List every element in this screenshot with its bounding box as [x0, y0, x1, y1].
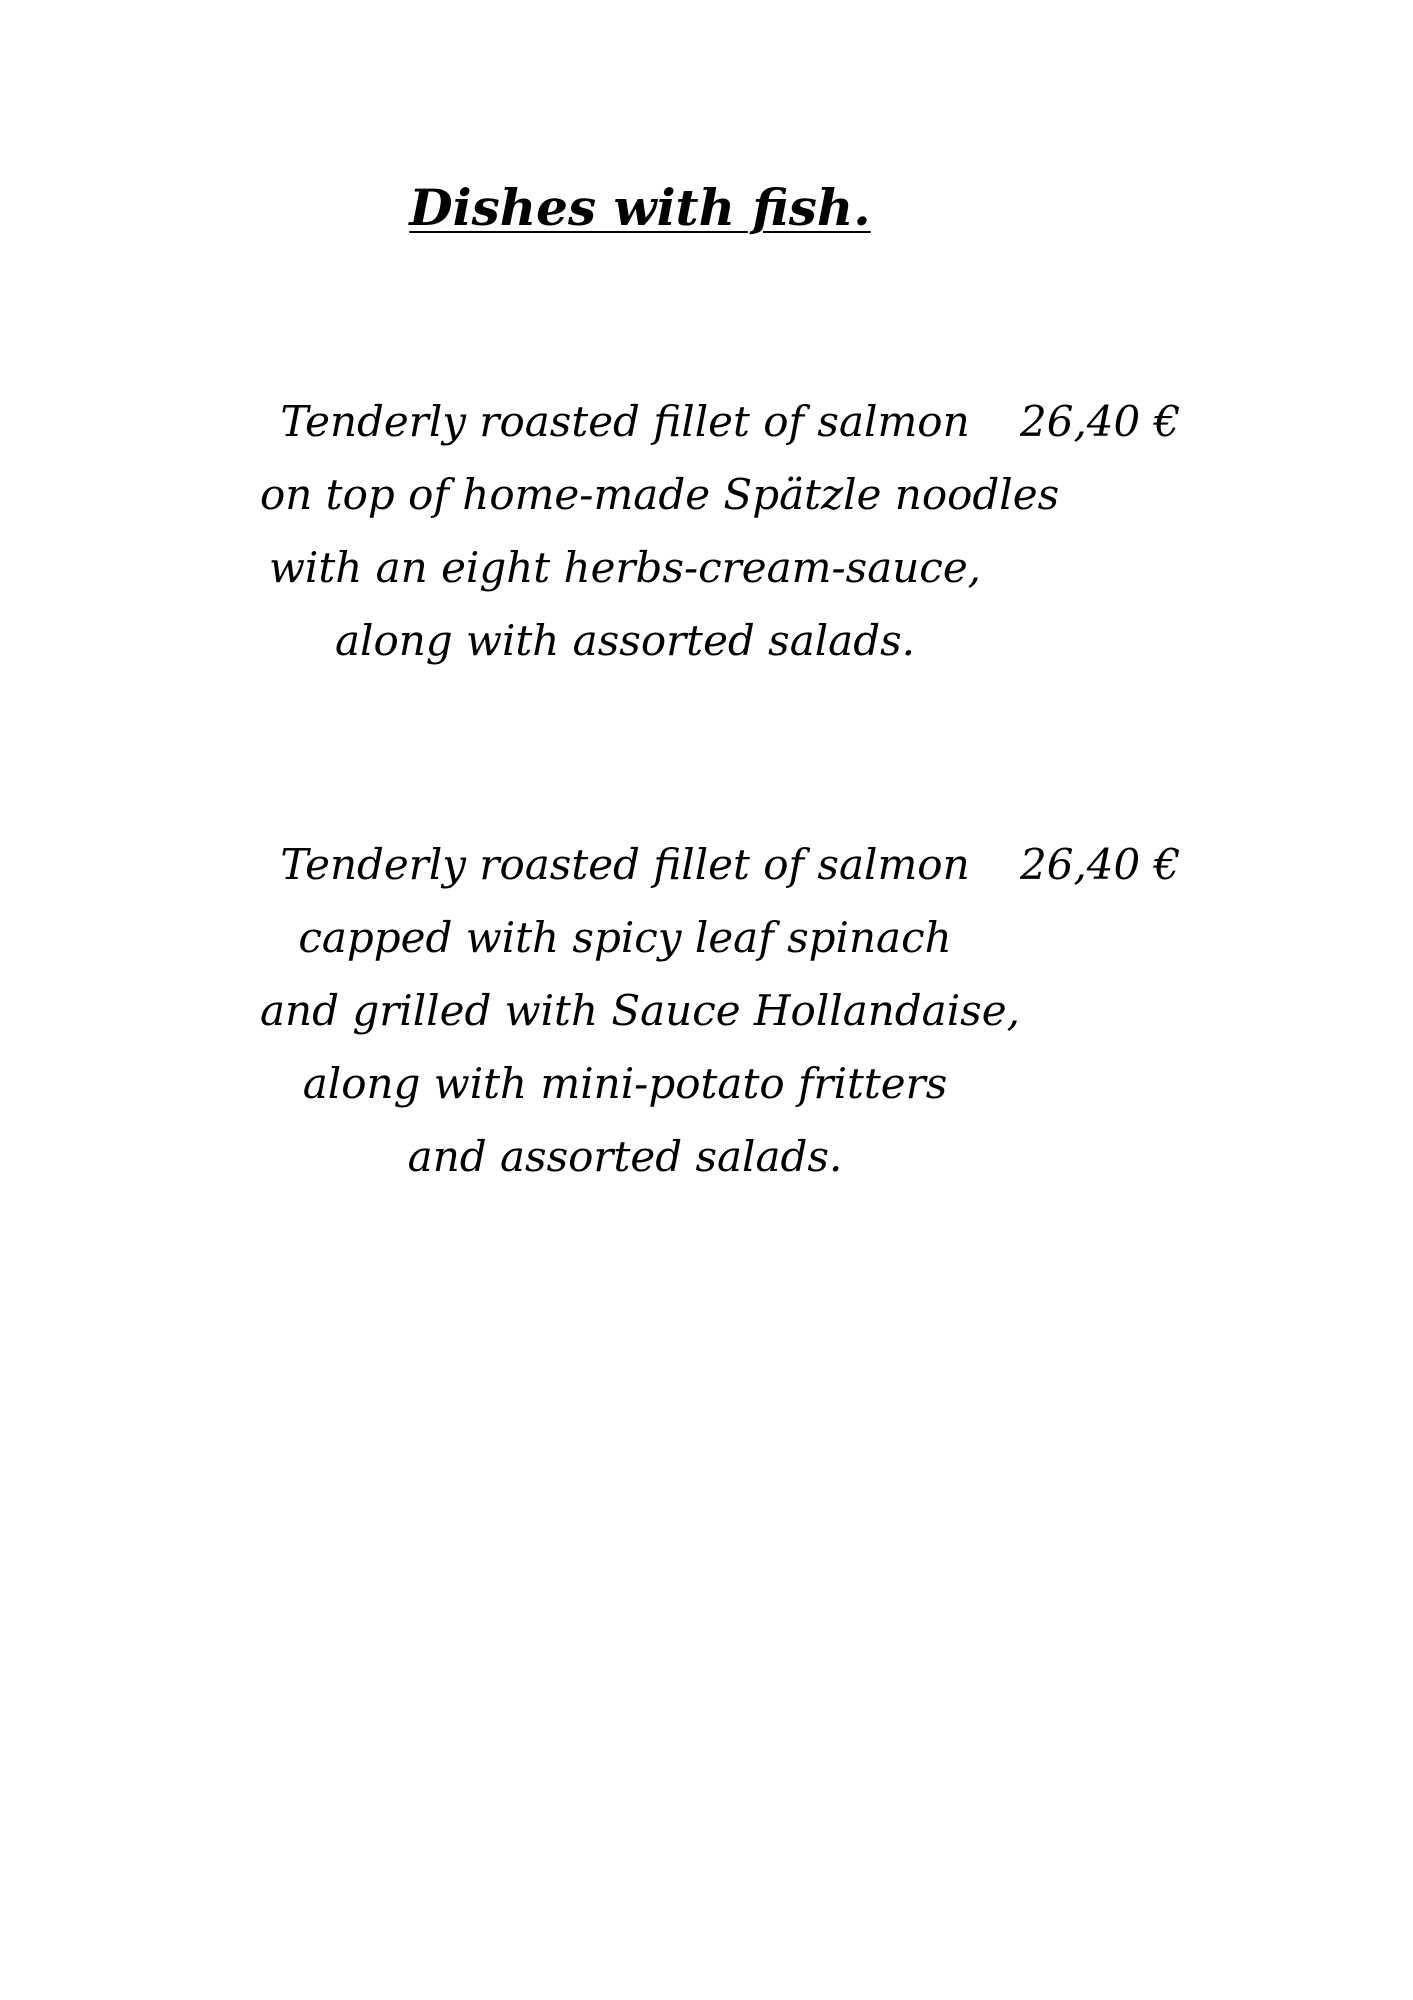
dish-description-line: Tenderly roasted fillet of salmon [280, 397, 970, 446]
dish-description-line: and grilled with Sauce Hollandaise, [260, 986, 1020, 1035]
dish-description-line: Tenderly roasted fillet of salmon [280, 840, 970, 889]
dish-description-line: on top of home-made Spätzle noodles [260, 470, 1060, 519]
dish-item-1 [260, 385, 1181, 677]
dish-item-2 [260, 828, 1181, 1193]
dish-price: 26,40 € [1020, 397, 1181, 446]
dish-description [260, 828, 1020, 1193]
dish-description [260, 385, 1060, 677]
dish-description-line: along with mini-potato fritters [302, 1059, 948, 1108]
dish-description-line: capped with spicy leaf spinach [298, 913, 952, 962]
dish-price: 26,40 € [1020, 840, 1181, 889]
page-title: Dishes with fish. [409, 177, 871, 237]
dish-description-line: with an eight herbs-cream-sauce, [268, 543, 982, 592]
dish-description-line: along with assorted salads. [334, 616, 916, 665]
dish-description-line: and assorted salads. [407, 1132, 843, 1181]
